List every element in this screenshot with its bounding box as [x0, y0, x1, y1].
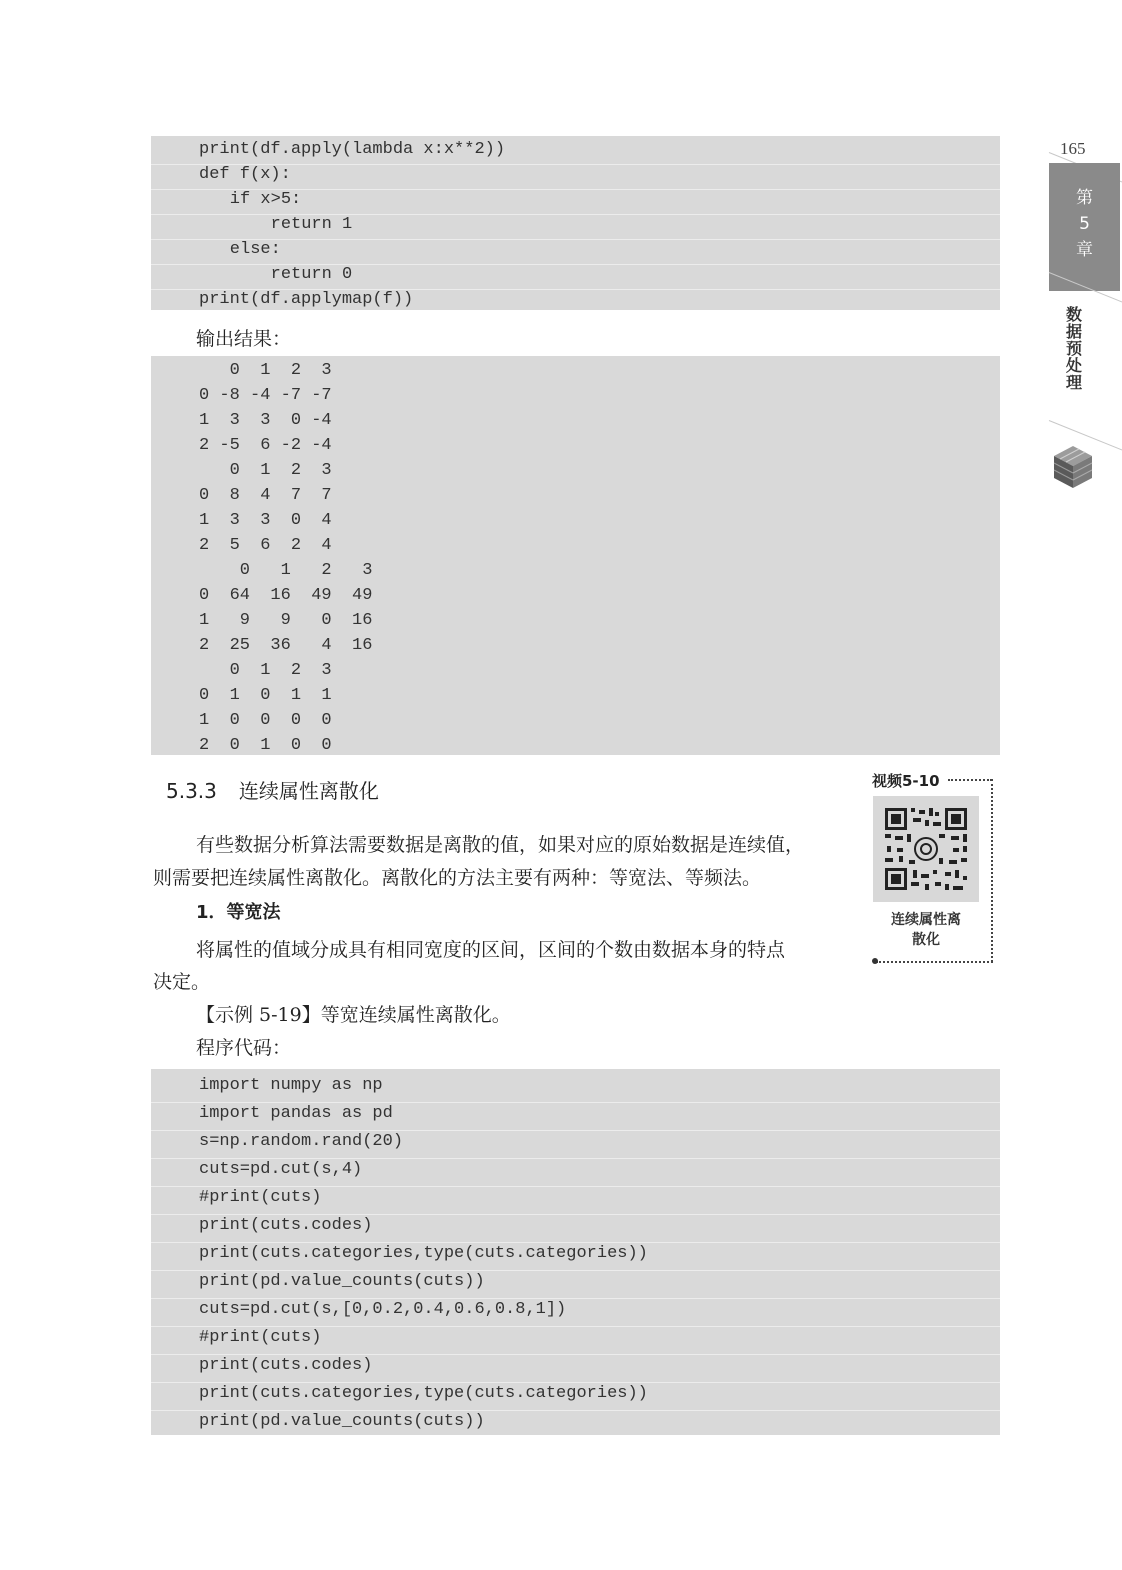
output-line: 2 0 1 0 0 — [199, 736, 332, 755]
code-line: import pandas as pd — [199, 1104, 393, 1123]
example-title: 【示例 5-19】等宽连续属性离散化。 — [196, 1004, 511, 1026]
chapter-tab-number: 5 — [1079, 214, 1090, 234]
output-line: 1 9 9 0 16 — [199, 611, 373, 630]
code-line: print(cuts.codes) — [199, 1356, 373, 1375]
output-line: 2 -5 6 -2 -4 — [199, 436, 332, 455]
video-caption: 连续属性离散化 — [891, 912, 961, 948]
video-label: 视频5-10 — [872, 772, 940, 790]
code-line: s=np.random.rand(20) — [199, 1132, 404, 1151]
output-line: 0 1 0 1 1 — [199, 686, 332, 705]
code-line: print(cuts.categories,type(cuts.categories)) — [199, 1384, 648, 1403]
code-line: #print(cuts) — [199, 1328, 322, 1347]
code-line: print(pd.value_counts(cuts)) — [199, 1272, 485, 1291]
code-line: cuts=pd.cut(s,4) — [199, 1160, 363, 1179]
section-number: 5.3.3 — [166, 779, 217, 803]
code-block-cut — [151, 1069, 1000, 1435]
page-number: 165 — [1060, 139, 1086, 158]
section-title: 连续属性离散化 — [238, 779, 379, 803]
code-line: print(cuts.codes) — [199, 1216, 373, 1235]
output-line: 0 8 4 7 7 — [199, 486, 332, 505]
code-line: print(df.applymap(f)) — [199, 290, 414, 309]
code-line: print(df.apply(lambda x:x**2)) — [199, 140, 506, 159]
output-line: 0 1 2 3 — [199, 561, 373, 580]
code-line: if x>5: — [189, 190, 302, 209]
code-line: #print(cuts) — [199, 1188, 322, 1207]
output-line: 1 3 3 0 -4 — [199, 411, 332, 430]
code-line: else: — [189, 240, 281, 259]
equal-width-line-1: 将属性的值域分成具有相同宽度的区间，区间的个数由数据本身的特点 — [196, 939, 786, 961]
code-line: def f(x): — [199, 165, 291, 184]
equal-width-line-2: 决定。 — [153, 971, 211, 993]
qr-code-icon[interactable] — [873, 796, 979, 902]
output-line: 0 1 2 3 — [199, 361, 332, 380]
code-line: return 1 — [189, 215, 353, 234]
cube-icon — [1052, 444, 1094, 490]
chapter-title: 数据预处理 — [1065, 305, 1082, 392]
code-line: print(cuts.categories,type(cuts.categories)) — [199, 1244, 648, 1263]
chapter-tab — [1049, 163, 1120, 291]
chapter-tab-prefix: 第 — [1076, 188, 1093, 208]
section-heading — [166, 775, 379, 804]
code-line: return 0 — [189, 265, 353, 284]
output-line: 2 25 36 4 16 — [199, 636, 373, 655]
output-line: 0 -8 -4 -7 -7 — [199, 386, 332, 405]
code-line: import numpy as np — [199, 1076, 383, 1095]
video-callout[interactable] — [872, 770, 993, 963]
intro-line-1: 有些数据分析算法需要数据是离散的值，如果对应的原始数据是连续值， — [196, 834, 805, 856]
intro-line-2: 则需要把连续属性离散化。离散化的方法主要有两种：等宽法、等频法。 — [153, 867, 762, 889]
output-line: 1 3 3 0 4 — [199, 511, 332, 530]
output-block — [151, 356, 1000, 755]
program-label: 程序代码： — [196, 1037, 292, 1059]
code-line: cuts=pd.cut(s,[0,0.2,0.4,0.6,0.8,1]) — [199, 1300, 567, 1319]
code-block-apply — [151, 136, 1000, 310]
chapter-tab-suffix: 章 — [1076, 240, 1093, 260]
output-line: 0 1 2 3 — [199, 461, 332, 480]
output-label: 输出结果： — [196, 328, 292, 350]
output-line: 2 5 6 2 4 — [199, 536, 332, 555]
code-line: print(pd.value_counts(cuts)) — [199, 1412, 485, 1431]
output-line: 0 64 16 49 49 — [199, 586, 373, 605]
output-line: 0 1 2 3 — [199, 661, 332, 680]
output-line: 1 0 0 0 0 — [199, 711, 332, 730]
subsection-heading: 1．等宽法 — [196, 902, 281, 923]
